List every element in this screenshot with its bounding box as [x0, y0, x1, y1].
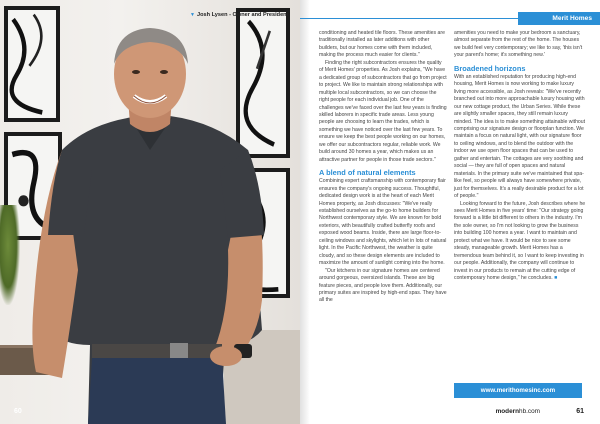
caption-name: Josh Lysen: [196, 12, 228, 18]
paragraph: With an established reputation for producing high-end housing, Merit Homes is now working to make luxury living more accessible, as Josh reveals: "We've recently branched out into more approachable luxury housing with our new cottage product, the Urban Series. While these are slightly smaller spaces, they still remain luxury minded. The idea is to make something attainable without comprising our signature design or floorplan function. We maintain a focus on natural light, with our signature floor to ceiling windows, and to blend the outdoor with the indoor we use open floor spaces that can be used to gather and entertain. The cottages are very soothing and social — they are full of open spaces and natural materials. In the primary suite we've maintained that spa-like feel, so people will always have somewhere private, just for themselves. It's a really desirable product for a lot of people.": [454, 73, 586, 200]
website-link-box[interactable]: www.merithomesinc.com: [454, 383, 582, 398]
caption-title: Owner and President: [232, 12, 289, 18]
paragraph: "Our kitchens in our signature homes are centered around gorgeous, oversized islands. These are big feature pieces, and people love them. Additionally, our primary suites are inspired by high-end spas. They have all the: [319, 267, 447, 304]
article-column-2: [454, 30, 586, 283]
paragraph: Combining expert craftsmanship with contemporary flair ensures the company's ongoing success. Thoughtful, dedicated design work is at the heart of each Merit Homes property, as Josh discusses: "We've really established ourselves as the go-to home builders for Northwest contemporary style. We are known for bold exteriors, with beautifully crafted butterfly roofs and exposed wood beams. Inside, there are large floor-to-ceiling windows and skylights, which let in lots of natural light. In the Pacific Northwest, the weather is quite cloudy, and so these design elements are included to maximize the amount of sunlight coming into the home.: [319, 178, 447, 267]
end-mark: ■: [554, 275, 558, 282]
caption-separator: -: [227, 12, 233, 18]
paragraph-text: Looking forward to the future, Josh describes where he sees Merit Homes in five years' time: "Our strategy going forward is a little bit different to others in the industry. I'm the sole owner, so I'm not looking to grow the business into building 100 homes a year. I want to maintain and protect what we have. It would be nice to see some steady, manageable growth. Merit Homes has a tremendous team behind it, so I want to keep investing in our people. Additionally, the company will continue to invest in our products to remain at the cutting edge of contemporary home design," he concludes.: [454, 200, 586, 282]
footer-site-rest: hb.com: [519, 408, 540, 415]
paragraph: Finding the right subcontractors ensures the quality of Merit Homes' properties. As Josh explains, "We have a dedicated group of subcontractors that go from project to project. We like to maintain strong relationships with multiple local subcontractors, so we can choose the right people for each individual job. One of the challenges we've faced over the last few years is finding skilled laborers in specific trade areas. Less young people are choosing to learn the trades, which is something we have noticed over the last few years. To ensure we keep the best people working on our homes, we offer our subcontractors regular, reliable work. We build around 30 homes a year, which makes us an attractive partner for people in those trade sectors.": [319, 59, 447, 163]
footer-site[interactable]: [496, 408, 540, 415]
header-rule: [300, 18, 518, 19]
page-number-right: 61: [576, 408, 584, 415]
section-heading: Broadened horizons: [454, 63, 526, 73]
footer-site-bold: modern: [495, 408, 520, 415]
paragraph: conditioning and heated tile floors. These amenities are traditionally installed as later additions with other builders, but our homes come with them included, making the process much easier for clients.": [319, 30, 445, 59]
article-column-1: [319, 30, 447, 305]
paragraph: [454, 201, 586, 283]
brand-tab: Merit Homes: [518, 12, 600, 25]
paragraph: amenities you need to make your bedroom a sanctuary, almost separate from the rest of the home. The houses we build feel very contemporary; we like to say, 'this isn't your parent's home; it's something new.': [454, 30, 583, 59]
triangle-down-icon: ▼: [190, 12, 195, 18]
page-number-left: 60: [14, 408, 22, 415]
section-heading: A blend of natural elements: [319, 168, 416, 178]
photo-caption: [190, 12, 295, 18]
